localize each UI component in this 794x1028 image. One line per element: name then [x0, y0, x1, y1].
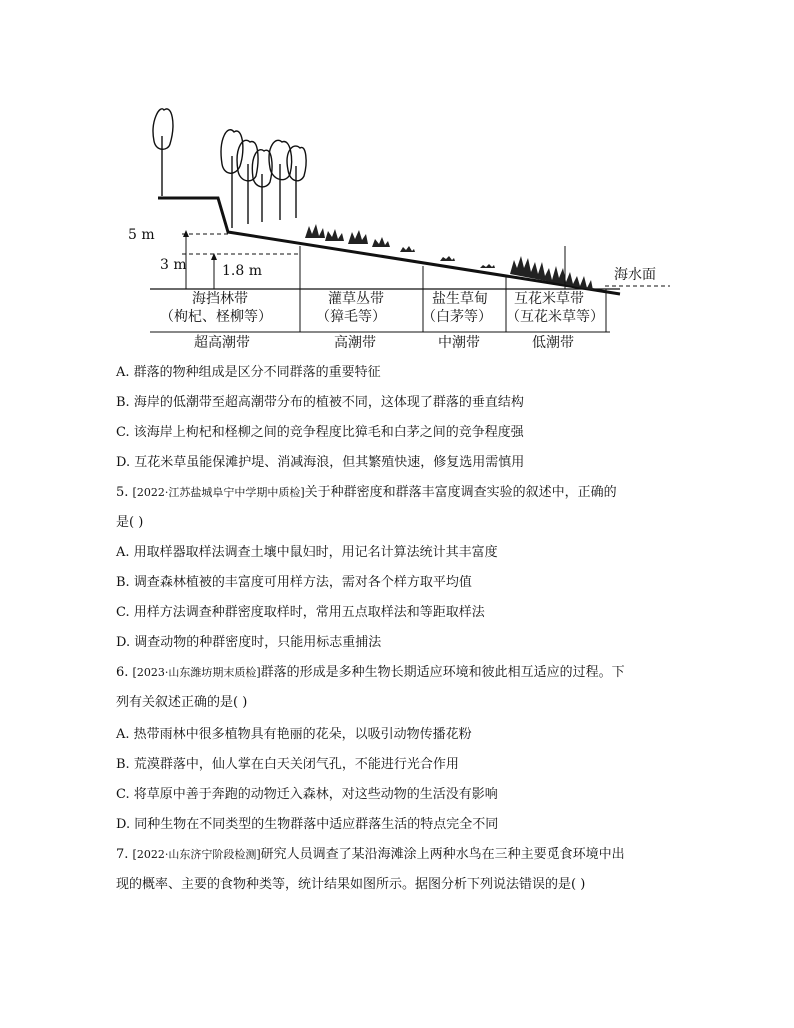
zone-species: （枸杞、柽柳等） [160, 309, 272, 325]
zone-name: 灌草丛带 [328, 291, 384, 307]
q7-source: [2022·山东济宁阶段检测] [132, 848, 261, 861]
q6-option-b: B. 荒漠群落中，仙人掌在白天关闭气孔，不能进行光合作用 [116, 757, 459, 772]
zone-tide: 高潮带 [334, 335, 376, 351]
q5-number: 5. [116, 485, 129, 500]
zone-tide: 超高潮带 [194, 335, 250, 351]
coastal-zonation-figure [110, 96, 680, 356]
q6-option-d: D. 同种生物在不同类型的生物群落中适应群落生活的特点完全不同 [116, 817, 499, 832]
zone-name: 互花米草带 [514, 291, 584, 307]
q5-option-a: A. 用取样器取样法调查土壤中鼠妇时，用记名计算法统计其丰富度 [116, 545, 498, 560]
q6-source: [2023·山东潍坊期末质检] [132, 666, 261, 679]
q4-option-a: A. 群落的物种组成是区分不同群落的重要特征 [116, 365, 381, 380]
q5-stem-line1 [116, 484, 754, 502]
zone-tide: 低潮带 [532, 335, 574, 351]
zone-species: （白茅等） [422, 309, 492, 325]
q7-stem-line2: 现的概率、主要的食物种类等，统计结果如图所示。据图分析下列说法错误的是( ) [116, 877, 586, 892]
q6-number: 6. [116, 665, 129, 680]
q4-option-d: D. 互花米草虽能保滩护堤、消减海浪，但其繁殖快速，修复选用需慎用 [116, 455, 525, 470]
zone-name: 盐生草甸 [432, 291, 488, 307]
height-label-18m: 1.8 m [222, 263, 262, 279]
zone-species: （互花米草等） [506, 309, 604, 325]
sea-level-label: 海水面 [614, 267, 656, 283]
q6-stem-line1 [116, 664, 754, 682]
q7-number: 7. [116, 847, 129, 862]
q6-option-c: C. 将草原中善于奔跑的动物迁入森林，对这些动物的生活没有影响 [116, 787, 498, 802]
q5-option-c: C. 用样方法调查种群密度取样时，常用五点取样法和等距取样法 [116, 605, 485, 620]
height-label-3m: 3 m [160, 257, 187, 273]
shelter-belt-trees [153, 109, 306, 228]
q5-source: [2022·江苏盐城阜宁中学期中质检] [132, 486, 305, 499]
zone-name: 海挡林带 [192, 291, 248, 307]
vegetation-clumps [305, 224, 593, 290]
q7-stem: 研究人员调查了某沿海滩涂上两种水鸟在三种主要觅食环境中出 [260, 847, 625, 862]
q6-stem: 群落的形成是多种生物长期适应环境和彼此相互适应的过程。下 [260, 665, 625, 680]
height-label-5m: 5 m [128, 227, 155, 243]
zone-tide: 中潮带 [438, 335, 480, 351]
q5-stem-line2: 是( ) [116, 515, 144, 530]
q4-option-b: B. 海岸的低潮带至超高潮带分布的植被不同，这体现了群落的垂直结构 [116, 395, 524, 410]
q7-stem-line1 [116, 846, 754, 864]
q5-option-b: B. 调查森林植被的丰富度可用样方法，需对各个样方取平均值 [116, 575, 472, 590]
q5-option-d: D. 调查动物的种群密度时，只能用标志重捕法 [116, 635, 382, 650]
q6-option-a: A. 热带雨林中很多植物具有艳丽的花朵，以吸引动物传播花粉 [116, 727, 472, 742]
q6-stem-line2: 列有关叙述正确的是( ) [116, 695, 248, 710]
q4-option-c: C. 该海岸上枸杞和柽柳之间的竞争程度比獐毛和白茅之间的竞争程度强 [116, 425, 524, 440]
q5-stem: 关于种群密度和群落丰富度调查实验的叙述中，正确的 [304, 485, 617, 500]
zone-species: （獐毛等） [316, 309, 386, 325]
